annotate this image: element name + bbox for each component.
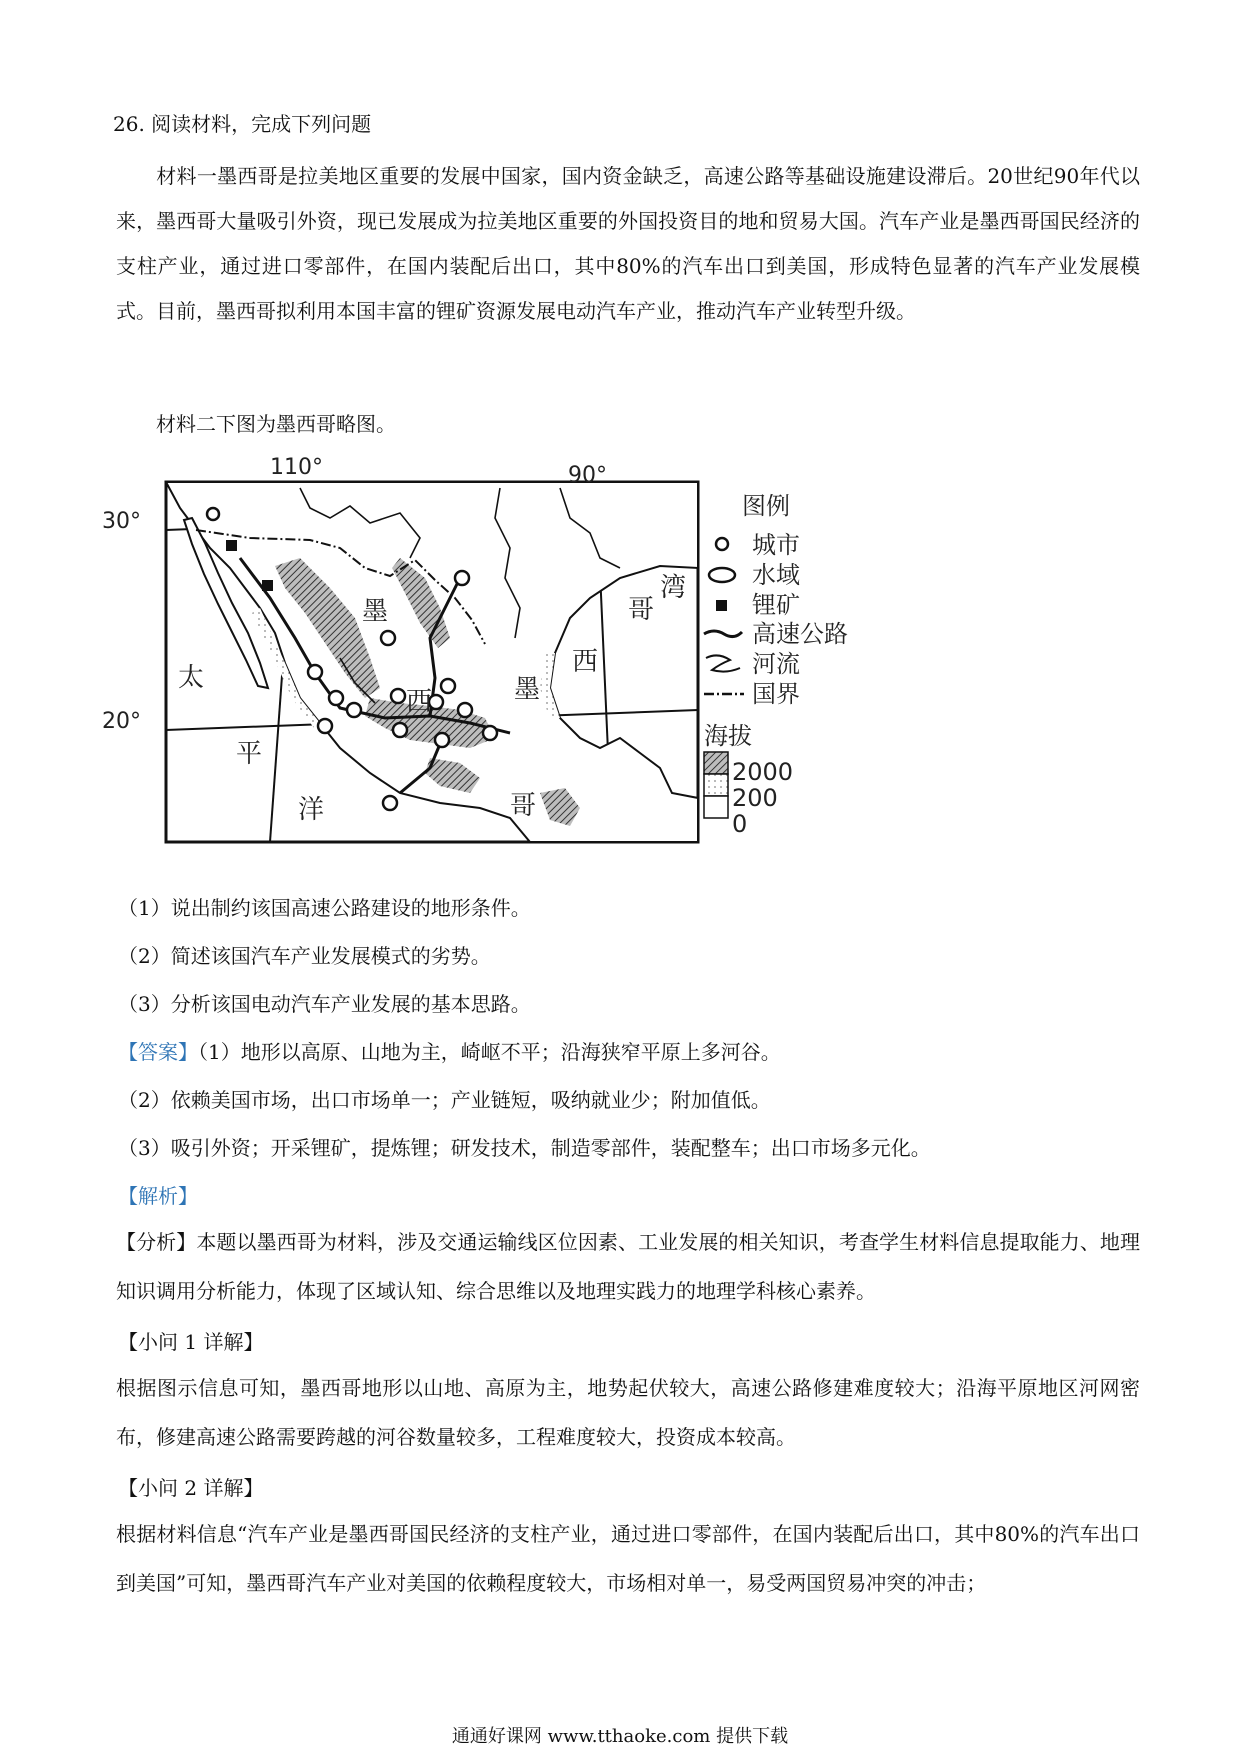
legend-item-water: 水域 (752, 561, 800, 589)
legend-item-highway: 高速公路 (752, 620, 848, 648)
lithium-mine-marker (262, 580, 273, 591)
mexico-label-char: 哥 (510, 791, 537, 821)
city-marker (347, 703, 361, 717)
gulf-label-char: 墨 (514, 675, 541, 705)
mexico-label-char: 墨 (362, 597, 389, 627)
city-marker (381, 631, 395, 645)
q2-detail-text: 根据材料信息“汽车产业是墨西哥国民经济的支柱产业，通过进口零部件，在国内装配后出口，其中80%的汽车出口到美国”可知，墨西哥汽车产业对美国的依赖程度较大，市场相对单一，易受两国贸易冲突的冲击； (116, 1522, 1140, 1595)
lat-label-30: 30° (102, 509, 141, 534)
pacific-label-char: 平 (236, 739, 263, 769)
elevation-tick: 2000 (732, 758, 794, 786)
answer-line-3: （3）吸引外资；开采锂矿，提炼锂；研发技术，制造零部件，装配整车；出口市场多元化。 (118, 1136, 931, 1160)
gulf-label-char: 西 (572, 647, 599, 677)
city-marker (483, 726, 497, 740)
overview-label: 【分析】 (116, 1230, 197, 1254)
elevation-title: 海拔 (704, 722, 752, 750)
city-marker (441, 679, 455, 693)
gulf-label-char: 湾 (660, 573, 687, 603)
elevation-tick: 0 (732, 810, 748, 838)
lat-label-20: 20° (102, 709, 141, 734)
legend-title: 图例 (742, 492, 790, 520)
lithium-legend-icon (716, 600, 727, 611)
legend-item-lithium: 锂矿 (752, 591, 800, 619)
city-marker (308, 665, 322, 679)
city-marker (318, 719, 332, 733)
elevation-low-swatch (704, 796, 728, 818)
question-title: 26. 阅读材料，完成下列问题 (113, 112, 372, 136)
city-marker (458, 703, 472, 717)
answer-label: 【答案】 (118, 1040, 198, 1064)
city-marker (207, 508, 219, 520)
analysis-overview (116, 1218, 1140, 1316)
lithium-mine-marker (226, 540, 237, 551)
city-marker (393, 723, 407, 737)
q2-detail-label: 【小问 2 详解】 (118, 1476, 264, 1500)
mexico-map-figure (100, 448, 920, 868)
lon-label-110: 110° (270, 455, 323, 480)
q1-detail-label: 【小问 1 详解】 (118, 1330, 264, 1354)
q1-detail-text: 根据图示信息可知，墨西哥地形以山地、高原为主，地势起伏较大，高速公路修建难度较大；沿海平原地区河网密布，修建高速公路需要跨越的河谷数量较多，工程难度较大，投资成本较高。 (116, 1376, 1140, 1449)
analysis-label: 【解析】 (118, 1184, 198, 1208)
overview-text: 本题以墨西哥为材料，涉及交通运输线区位因素、工业发展的相关知识，考查学生材料信息提取能力、地理知识调用分析能力，体现了区域认知、综合思维以及地理实践力的地理学科核心素养。 (116, 1230, 1141, 1303)
city-marker (435, 733, 449, 747)
water-legend-icon (709, 568, 735, 582)
city-legend-icon (716, 538, 728, 550)
material-two-caption: 材料二下图为墨西哥略图。 (156, 412, 396, 436)
mexico-map (100, 448, 920, 868)
highway-legend-icon (704, 631, 742, 637)
pacific-label-char: 洋 (298, 795, 325, 825)
answer-line-2: （2）依赖美国市场，出口市场单一；产业链短，吸纳就业少；附加值低。 (118, 1088, 771, 1112)
elevation-high-swatch (704, 752, 728, 774)
city-marker (383, 796, 397, 810)
legend-item-border: 国界 (752, 680, 800, 708)
mexico-label-char: 西 (406, 687, 433, 717)
city-marker (391, 689, 405, 703)
legend-item-city: 城市 (752, 531, 800, 559)
sub-question-1: （1）说出制约该国高速公路建设的地形条件。 (118, 896, 531, 920)
page-footer: 通通好课网 www.tthaoke.com 提供下载 (451, 1726, 789, 1747)
city-marker (455, 571, 469, 585)
river-legend-icon (706, 655, 740, 671)
sub-question-3: （3）分析该国电动汽车产业发展的基本思路。 (118, 992, 531, 1016)
lon-label-90: 90° (568, 463, 607, 488)
gulf-label-char: 哥 (628, 595, 655, 625)
city-marker (329, 691, 343, 705)
elevation-tick: 200 (732, 784, 778, 812)
legend-item-river: 河流 (752, 650, 800, 678)
sub-question-2: （2）简述该国汽车产业发展模式的劣势。 (118, 944, 491, 968)
material-one-paragraph (116, 154, 1140, 334)
elevation-mid-swatch (704, 774, 728, 796)
pacific-label-char: 太 (178, 663, 205, 693)
answer-line-1 (118, 1040, 781, 1064)
material-one-text: 材料一墨西哥是拉美地区重要的发展中国家，国内资金缺乏，高速公路等基础设施建设滞后。20世纪90年代以来，墨西哥大量吸引外资，现已发展成为拉美地区重要的外国投资目的地和贸易大国。汽车产业是墨西哥国民经济的支柱产业，通过进口零部件，在国内装配后出口，其中80%的汽车出口到美国，形成特色显著的汽车产业发展模式。目前，墨西哥拟利用本国丰富的锂矿资源发展电动汽车产业，推动汽车产业转型升级。 (116, 164, 1140, 323)
answer-text-1: （1）地形以高原、山地为主，崎岖不平；沿海狭窄平原上多河谷。 (198, 1040, 781, 1064)
map-legend (704, 492, 848, 838)
